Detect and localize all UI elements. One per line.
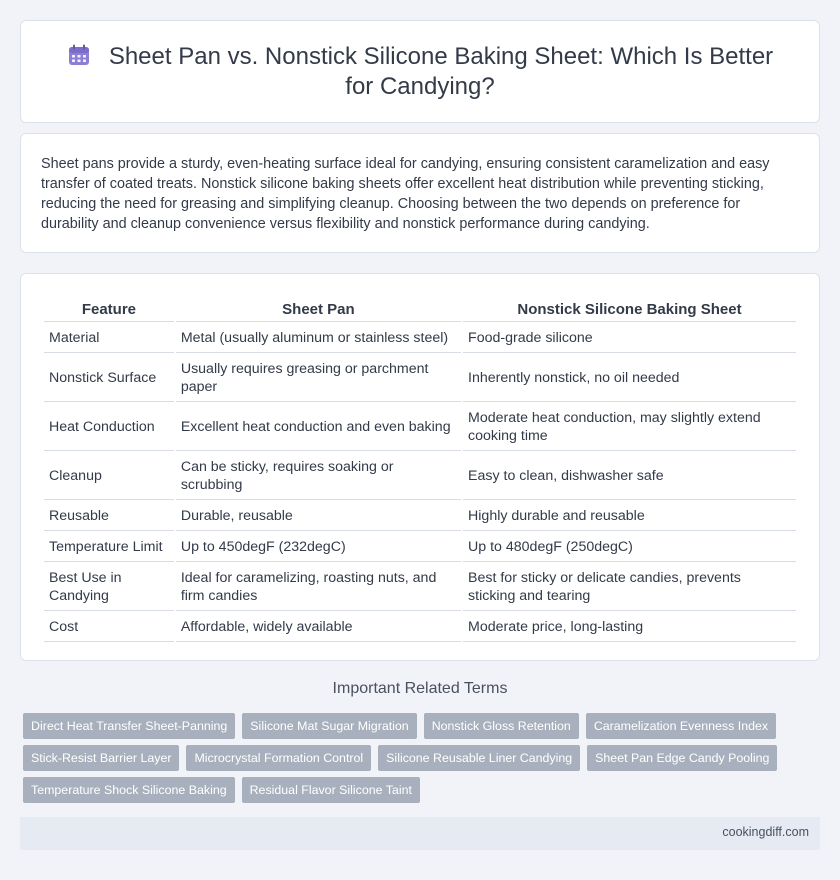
silicone-cell: Up to 480degF (250degC): [463, 533, 796, 562]
table-row: [44, 355, 796, 402]
related-term-tag[interactable]: Sheet Pan Edge Candy Pooling: [587, 745, 777, 771]
related-term-tag[interactable]: Silicone Mat Sugar Migration: [242, 713, 416, 739]
sheet-pan-cell: Can be sticky, requires soaking or scrubbing: [176, 453, 461, 500]
feature-cell: Reusable: [44, 502, 174, 531]
header-silicone-sheet: Nonstick Silicone Baking Sheet: [463, 297, 796, 322]
comparison-card: [20, 273, 820, 661]
footer: [20, 817, 820, 850]
table-row: [44, 564, 796, 611]
table-row: [44, 404, 796, 451]
feature-cell: Best Use in Candying: [44, 564, 174, 611]
header-feature: Feature: [44, 297, 174, 322]
footer-site-link[interactable]: cookingdiff.com: [722, 825, 809, 839]
related-terms-title: Important Related Terms: [332, 680, 508, 697]
silicone-cell: Highly durable and reusable: [463, 502, 796, 531]
table-row: [44, 324, 796, 353]
table-row: [44, 533, 796, 562]
related-term-tag[interactable]: Direct Heat Transfer Sheet-Panning: [23, 713, 235, 739]
feature-cell: Cleanup: [44, 453, 174, 500]
page-title: [51, 42, 789, 102]
related-term-tag[interactable]: Caramelization Evenness Index: [586, 713, 776, 739]
table-header-row: [44, 297, 796, 322]
sheet-pan-cell: Ideal for caramelizing, roasting nuts, and firm candies: [176, 564, 461, 611]
feature-cell: Cost: [44, 613, 174, 642]
sheet-pan-cell: Affordable, widely available: [176, 613, 461, 642]
sheet-pan-cell: Metal (usually aluminum or stainless steel): [176, 324, 461, 353]
comparison-table: [42, 295, 798, 644]
silicone-cell: Food-grade silicone: [463, 324, 796, 353]
related-term-tag[interactable]: Silicone Reusable Liner Candying: [378, 745, 580, 771]
sheet-pan-cell: Excellent heat conduction and even baking: [176, 404, 461, 451]
related-term-tag[interactable]: Stick-Resist Barrier Layer: [23, 745, 179, 771]
feature-cell: Temperature Limit: [44, 533, 174, 562]
sheet-pan-cell: Durable, reusable: [176, 502, 461, 531]
header-card: [20, 20, 820, 123]
silicone-cell: Best for sticky or delicate candies, prevents sticking and tearing: [463, 564, 796, 611]
intro-card: [20, 133, 820, 253]
feature-cell: Nonstick Surface: [44, 355, 174, 402]
related-term-tag[interactable]: Nonstick Gloss Retention: [424, 713, 579, 739]
intro-paragraph: Sheet pans provide a sturdy, even-heating surface ideal for candying, ensuring consistent caramelization and easy transfer of coated treats. Nonstick silicone baking sheets offer excellent heat distribution while preventing sticking, reducing the need for greasing and simplifying cleanup. Choosing between the two depends on preference for durability and cleanup convenience versus flexibility and nonstick performance during candying.: [41, 156, 770, 232]
related-terms-list: [23, 713, 803, 803]
feature-cell: Heat Conduction: [44, 404, 174, 451]
table-row: [44, 502, 796, 531]
page-title-text: Sheet Pan vs. Nonstick Silicone Baking Sheet: Which Is Better for Candying?: [108, 42, 774, 100]
table-row: [44, 613, 796, 642]
table-row: [44, 453, 796, 500]
header-sheet-pan: Sheet Pan: [176, 297, 461, 322]
silicone-cell: Moderate price, long-lasting: [463, 613, 796, 642]
sheet-pan-cell: Usually requires greasing or parchment paper: [176, 355, 461, 402]
related-term-tag[interactable]: Temperature Shock Silicone Baking: [23, 777, 235, 803]
silicone-cell: Inherently nonstick, no oil needed: [463, 355, 796, 402]
silicone-cell: Easy to clean, dishwasher safe: [463, 453, 796, 500]
sheet-pan-cell: Up to 450degF (232degC): [176, 533, 461, 562]
related-term-tag[interactable]: Microcrystal Formation Control: [186, 745, 371, 771]
feature-cell: Material: [44, 324, 174, 353]
related-term-tag[interactable]: Residual Flavor Silicone Taint: [242, 777, 420, 803]
silicone-cell: Moderate heat conduction, may slightly extend cooking time: [463, 404, 796, 451]
calendar-icon: [67, 43, 91, 67]
